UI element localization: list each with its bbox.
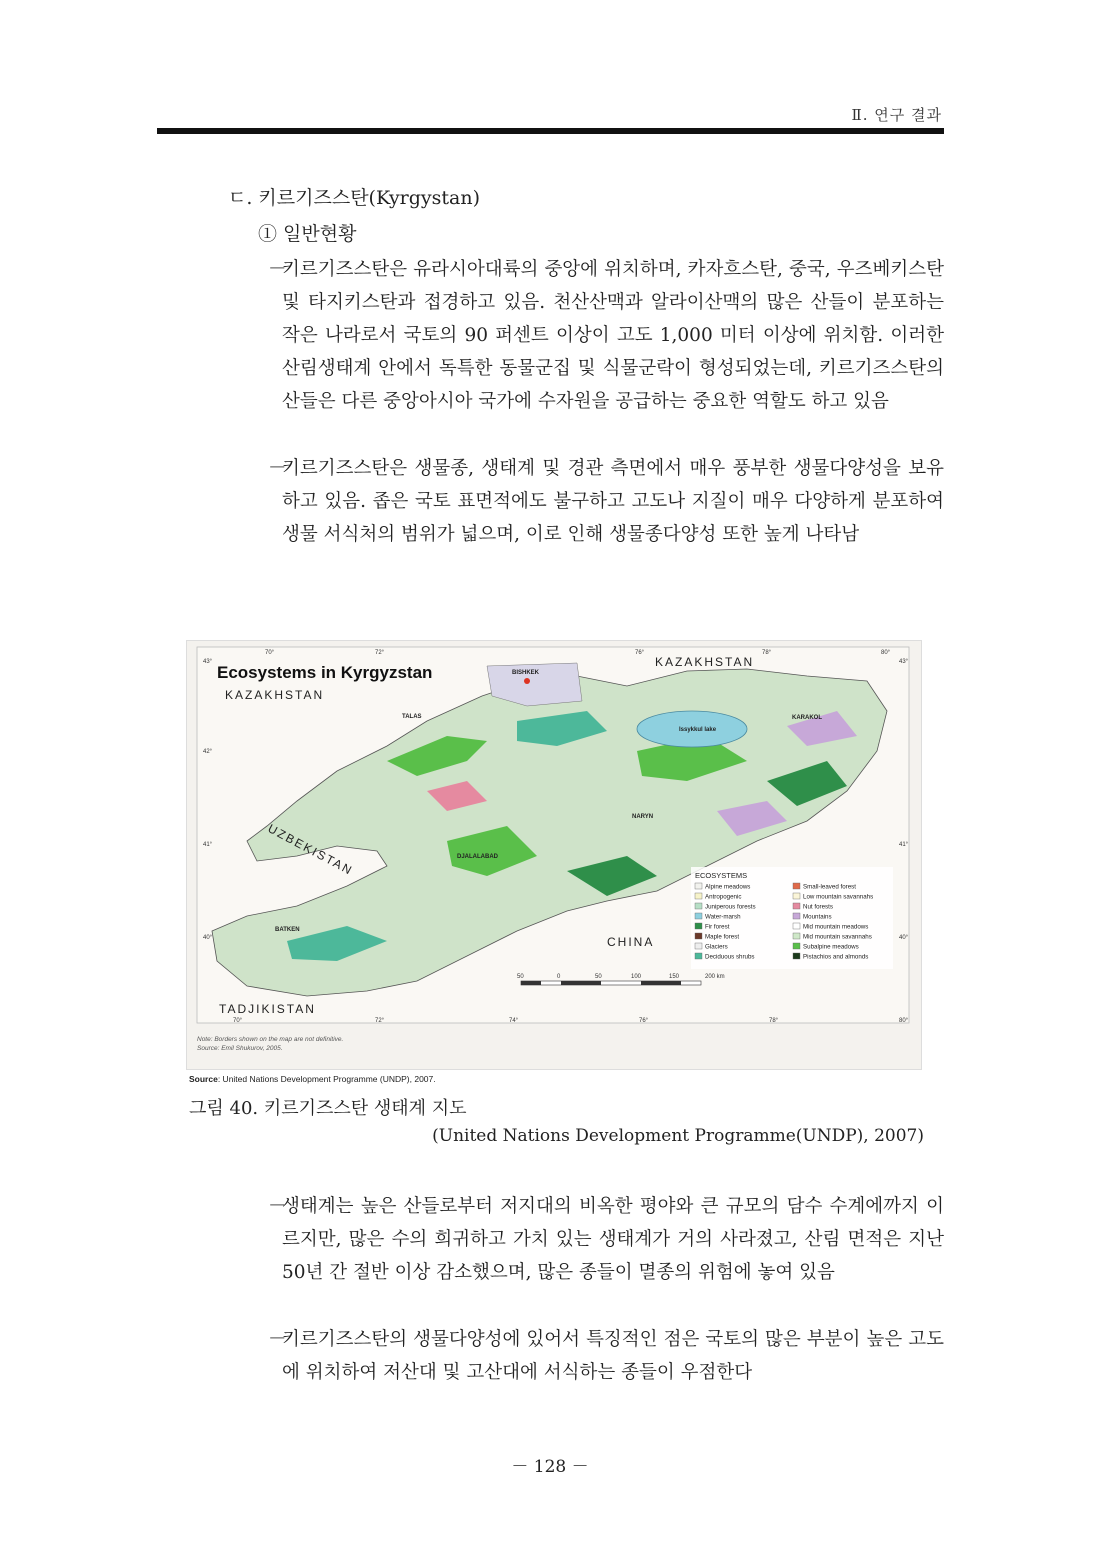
bullet-dash: － (268, 1196, 287, 1217)
legend-swatch (695, 943, 702, 949)
map-city-karakol: KARAKOL (792, 715, 822, 721)
lat-label-right: 41° (899, 842, 909, 848)
map-city-naryn: NARYN (632, 814, 654, 820)
legend-label: Antropogenic (705, 893, 742, 901)
lon-label-top: 76° (635, 650, 645, 656)
figure-caption: 그림 40. 키르기즈스탄 생태계 지도 (189, 1098, 467, 1119)
lon-label-bottom: 74° (509, 1018, 519, 1024)
legend-swatch (695, 953, 702, 959)
legend-swatch (793, 953, 800, 959)
legend-swatch (793, 923, 800, 929)
map-note: Note: Borders shown on the map are not definitive. (197, 1036, 344, 1043)
scale-label: 0 (557, 974, 561, 980)
map-city-djalalabad: DJALALABAD (457, 854, 498, 860)
bullet-dash: － (268, 458, 287, 479)
map-label-kazakhstan: KAZAKHSTAN (225, 688, 325, 702)
map-title: Ecosystems in Kyrgyzstan (217, 663, 433, 682)
scale-label: 150 (669, 974, 680, 980)
page-number: － 128 － (511, 1457, 589, 1477)
lon-label-top: 72° (375, 650, 385, 656)
legend-label: Maple forest (705, 933, 740, 941)
lon-label-bottom: 76° (639, 1018, 649, 1024)
legend-swatch (793, 883, 800, 889)
map-label-uzbekistan: UZBEKISTAN (265, 821, 356, 878)
lat-label: 41° (203, 842, 213, 848)
legend-swatch (695, 903, 702, 909)
lon-label-top: 80° (881, 650, 891, 656)
lat-label: 42° (203, 749, 213, 755)
legend-label: Alpine meadows (705, 883, 751, 891)
map-note-source: Source: Emil Shukurov, 2005. (197, 1045, 283, 1052)
lon-label-bottom: 70° (233, 1018, 243, 1024)
legend-label: Glaciers (705, 943, 728, 951)
legend-swatch (695, 923, 702, 929)
lat-label: 43° (203, 659, 213, 665)
legend-swatch (695, 913, 702, 919)
subsection-title: ① 일반현황 (258, 223, 357, 245)
lon-label-bottom: 72° (375, 1018, 385, 1024)
ecosystem-map (187, 641, 921, 1069)
lon-label-bottom: 80° (899, 1018, 909, 1024)
paragraph-text: 생태계는 높은 산들로부터 저지대의 비옥한 평야와 큰 규모의 담수 수계에까지 이르지만, 많은 수의 희귀하고 가치 있는 생태계가 거의 사라졌고, 산림 면적은 지난 50년 간 절반 이상 감소했으며, 많은 종들이 멸종의 위험에 놓여 있음 (282, 1196, 944, 1283)
bullet-dash: － (268, 1329, 287, 1350)
paragraph-text: 키르기즈스탄의 생물다양성에 있어서 특징적인 점은 국토의 많은 부분이 높은 고도에 위치하여 저산대 및 고산대에 서식하는 종들이 우점한다 (282, 1329, 944, 1383)
legend-swatch (695, 883, 702, 889)
legend-label: Nut forests (803, 903, 833, 911)
map-city-batken: BATKEN (275, 927, 300, 933)
legend-swatch (695, 933, 702, 939)
lon-label-bottom: 78° (769, 1018, 779, 1024)
paragraph-3 (268, 1190, 944, 1289)
legend-swatch (793, 943, 800, 949)
paragraph-4 (268, 1323, 944, 1389)
map-label-kazakhstan-top: KAZAKHSTAN (655, 655, 755, 669)
legend-swatch (793, 903, 800, 909)
lat-label-right: 43° (899, 659, 909, 665)
lon-label-top: 70° (265, 650, 275, 656)
bullet-dash: － (268, 259, 287, 280)
lat-label-right: 40° (899, 935, 909, 941)
scale-label: 100 (631, 974, 642, 980)
paragraph-text: 키르기즈스탄은 생물종, 생태계 및 경관 측면에서 매우 풍부한 생물다양성을 보유하고 있음. 좁은 국토 표면적에도 불구하고 고도나 지질이 매우 다양하게 분포하여 생물 서식처의 범위가 넓으며, 이로 인해 생물종다양성 또한 높게 나타남 (282, 458, 944, 545)
legend-label: Small-leaved forest (803, 883, 856, 891)
legend-label: Pistachios and almonds (803, 953, 869, 961)
legend-label: Low mountain savannahs (803, 893, 874, 901)
map-city-talas: TALAS (402, 714, 422, 720)
legend-title: ECOSYSTEMS (695, 871, 748, 880)
legend-label: Mountains (803, 913, 832, 921)
map-label-tajikistan: TADJIKISTAN (219, 1002, 316, 1016)
paragraph-text: 키르기즈스탄은 유라시아대륙의 중앙에 위치하며, 카자흐스탄, 중국, 우즈베키스탄 및 타지키스탄과 접경하고 있음. 천산산맥과 알라이산맥의 많은 산들이 분포하는 작은 나라로서 국토의 90 퍼센트 이상이 고도 1,000 미터 이상에 위치함. 이러한 산림생태계 안에서 독특한 동물군집 및 식물군락이 형성되었는데, 키르기즈스탄의 산들은 다른 중앙아시아 국가에 수자원을 공급하는 중요한 역할도 하고 있음 (282, 259, 944, 412)
figure-credit: (United Nations Development Programme(UNDP), 2007) (432, 1126, 924, 1146)
legend-label: Mid mountain meadows (803, 923, 869, 931)
legend-swatch (793, 893, 800, 899)
legend-swatch (793, 913, 800, 919)
section-title: ㄷ. 키르기즈스탄(Kyrgystan) (228, 187, 481, 209)
lon-label-top: 78° (762, 650, 772, 656)
map-lake-label: Issykkul lake (679, 727, 717, 733)
map-city-bishkek: BISHKEK (512, 670, 540, 676)
paragraph-2 (268, 452, 944, 551)
scale-label: 200 km (705, 974, 725, 980)
lat-label: 40° (203, 935, 213, 941)
paragraph-1 (268, 253, 944, 418)
header-title: Ⅱ. 연구 결과 (851, 106, 942, 124)
legend-label: Mid mountain savannahs (803, 933, 872, 941)
scale-label: 50 (517, 974, 524, 980)
figure-source (189, 1074, 436, 1084)
legend-label: Deciduous shrubs (705, 953, 755, 961)
legend-label: Juniperous forests (705, 903, 756, 911)
ecosystem-map-figure (186, 640, 922, 1070)
legend-label: Water-marsh (705, 913, 741, 921)
header-rule (157, 128, 944, 134)
map-label-china: CHINA (607, 935, 655, 949)
figure-source-label: Source (189, 1074, 218, 1084)
legend-swatch (793, 933, 800, 939)
figure-source-text: : United Nations Development Programme (UNDP), 2007. (217, 1074, 436, 1084)
scale-label: 50 (595, 974, 602, 980)
legend-label: Fir forest (705, 923, 730, 931)
legend-label: Subalpine meadows (803, 943, 859, 951)
legend-swatch (695, 893, 702, 899)
